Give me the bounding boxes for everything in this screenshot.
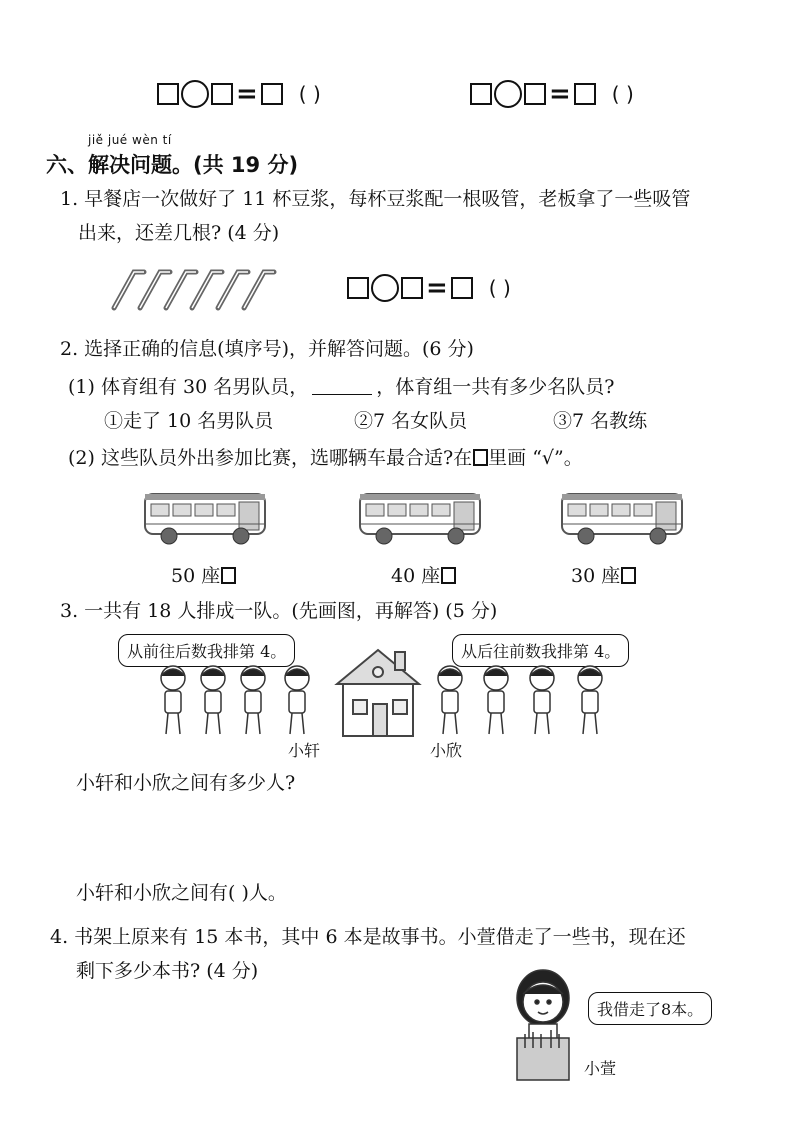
q2-option-1: ①走了 10 名男队员 bbox=[104, 410, 274, 432]
q2-intro: 2. 选择正确的信息(填序号)，并解答问题。(6 分) bbox=[60, 338, 474, 360]
answer-box[interactable] bbox=[470, 83, 492, 105]
section-pinyin: jiě jué wèn tí bbox=[88, 133, 172, 147]
q3-answer-line[interactable]: 小轩和小欣之间有( )人。 bbox=[76, 882, 287, 904]
child-icon bbox=[285, 666, 309, 734]
house-icon bbox=[333, 640, 423, 740]
bus-label: 40 座 bbox=[391, 565, 441, 587]
q1-equation bbox=[347, 274, 511, 302]
checkbox-sample-icon bbox=[473, 449, 488, 466]
equation-template-2 bbox=[470, 80, 634, 108]
bus-checkbox[interactable] bbox=[221, 567, 236, 584]
answer-box[interactable] bbox=[451, 277, 473, 299]
q1-text-line2: 出来，还差几根? (4 分) bbox=[78, 222, 280, 244]
child-icon bbox=[484, 666, 508, 734]
q3-intro: 3. 一共有 18 人排成一队。(先画图，再解答) (5 分) bbox=[60, 600, 498, 622]
q2-sub1-text: (1) 体育组有 30 名男队员， bbox=[68, 376, 309, 398]
child-icon bbox=[438, 666, 462, 734]
q3-question: 小轩和小欣之间有多少人? bbox=[76, 772, 296, 794]
q4-text-line1: 4. 书架上原来有 15 本书，其中 6 本是故事书。小萱借走了一些书，现在还 bbox=[50, 926, 686, 948]
bus-label: 30 座 bbox=[571, 565, 621, 587]
straw-icon bbox=[218, 272, 248, 308]
straw-icon bbox=[114, 272, 144, 308]
bus-option-40 bbox=[391, 567, 456, 586]
equals-sign: = bbox=[426, 273, 448, 303]
answer-box[interactable] bbox=[157, 83, 179, 105]
children-queue-left bbox=[155, 662, 330, 742]
girl-with-books-illustration bbox=[507, 964, 583, 1086]
child-icon bbox=[530, 666, 554, 734]
equals-sign: = bbox=[236, 79, 258, 109]
answer-box[interactable] bbox=[211, 83, 233, 105]
operator-circle[interactable] bbox=[371, 274, 399, 302]
operator-circle[interactable] bbox=[181, 80, 209, 108]
bus-icon bbox=[560, 488, 688, 550]
name-label-xiaoxuan: 小轩 bbox=[288, 741, 321, 760]
straw-icon bbox=[140, 272, 170, 308]
bus-icon bbox=[358, 488, 486, 550]
unit-parenthesis[interactable]: ( ) bbox=[298, 82, 321, 106]
bus-option-30 bbox=[571, 567, 636, 586]
equals-sign: = bbox=[549, 79, 571, 109]
answer-box[interactable] bbox=[574, 83, 596, 105]
children-queue-right bbox=[432, 662, 612, 742]
operator-circle[interactable] bbox=[494, 80, 522, 108]
q2-sub1-question: ，体育组一共有多少名队员? bbox=[376, 376, 615, 398]
bus-checkbox[interactable] bbox=[441, 567, 456, 584]
bus-label: 50 座 bbox=[171, 565, 221, 587]
info-blank[interactable] bbox=[312, 376, 372, 395]
child-icon bbox=[578, 666, 602, 734]
answer-box[interactable] bbox=[261, 83, 283, 105]
bus-icon bbox=[143, 488, 271, 550]
straws-illustration bbox=[108, 262, 288, 312]
q2-sub1 bbox=[68, 376, 614, 397]
straw-icon bbox=[244, 272, 274, 308]
child-icon bbox=[241, 666, 265, 734]
child-icon bbox=[201, 666, 225, 734]
q2-sub2-text: (2) 这些队员外出参加比赛，选哪辆车最合适?在 bbox=[68, 447, 473, 469]
q2-option-3: ③7 名教练 bbox=[553, 410, 648, 432]
speech-bubble-right: 从后往前数我排第 4。 bbox=[452, 634, 629, 667]
q4-text-line2: 剩下多少本书? (4 分) bbox=[76, 960, 259, 982]
section-title: 六、解决问题。(共 19 分) bbox=[46, 153, 299, 177]
straw-icon bbox=[166, 272, 196, 308]
q1-text-line1: 1. 早餐店一次做好了 11 杯豆浆，每杯豆浆配一根吸管，老板拿了一些吸管 bbox=[60, 188, 691, 210]
q2-sub2-instruction: 里画 “√”。 bbox=[488, 447, 583, 469]
straw-icon bbox=[192, 272, 222, 308]
q2-sub2 bbox=[68, 449, 583, 468]
q2-option-2: ②7 名女队员 bbox=[354, 410, 468, 432]
bus-option-50 bbox=[171, 567, 236, 586]
bus-checkbox[interactable] bbox=[621, 567, 636, 584]
unit-parenthesis[interactable]: ( ) bbox=[488, 276, 511, 300]
equation-template-1 bbox=[157, 80, 321, 108]
speech-bubble-left: 从前往后数我排第 4。 bbox=[118, 634, 295, 667]
speech-bubble-xiaoxuan: 我借走了8本。 bbox=[588, 992, 712, 1025]
answer-box[interactable] bbox=[524, 83, 546, 105]
answer-box[interactable] bbox=[401, 277, 423, 299]
unit-parenthesis[interactable]: ( ) bbox=[611, 82, 634, 106]
name-label-xiaoxuan-girl: 小萱 bbox=[584, 1059, 617, 1078]
name-label-xiaoxin: 小欣 bbox=[430, 741, 463, 760]
child-icon bbox=[161, 666, 185, 734]
answer-box[interactable] bbox=[347, 277, 369, 299]
